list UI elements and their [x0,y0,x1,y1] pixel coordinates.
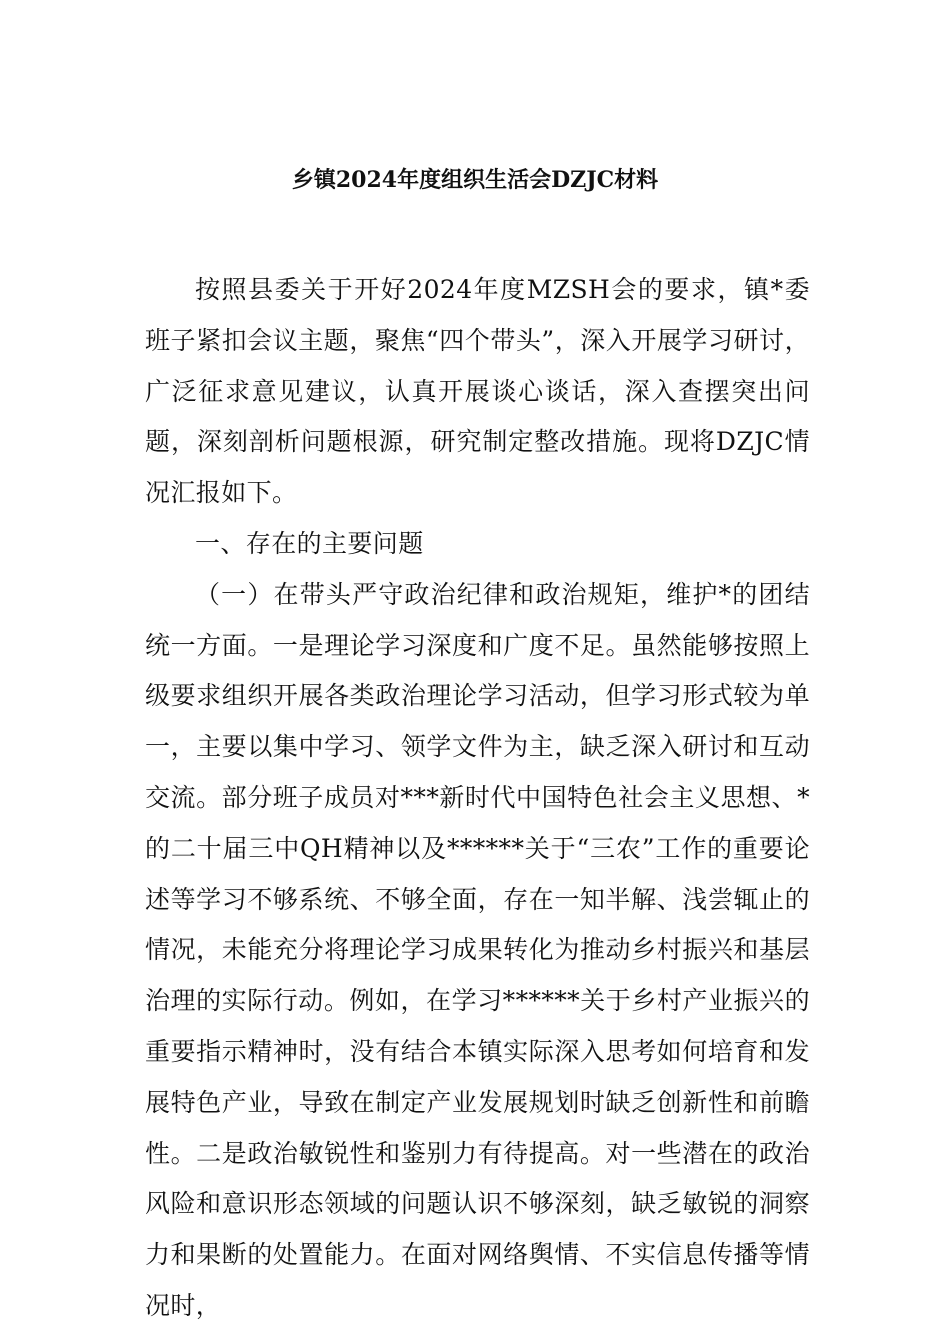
section-heading: 一、存在的主要问题 [195,528,424,558]
document-body [145,265,810,1332]
document-title: 乡镇2024年度组织生活会DZJC材料 [291,167,659,193]
intro-paragraph: 按照县委关于开好2024年度MZSH会的要求，镇*委班子紧扣会议主题，聚焦“四个带头”，深入开展学习研讨，广泛征求意见建议，认真开展谈心谈话，深入查摆突出问题，深刻剖析问题根源，研究制定整改措施。现将DZJC情况汇报如下。 [145,275,810,508]
subsection-paragraph: （一）在带头严守政治纪律和政治规矩，维护*的团结统一方面。一是理论学习深度和广度不足。虽然能够按照上级要求组织开展各类政治理论学习活动，但学习形式较为单一，主要以集中学习、领学文件为主，缺乏深入研讨和互动交流。部分班子成员对***新时代中国特色社会主义思想、*的二十届三中QH精神以及******关于“三农”工作的重要论述等学习不够系统、不够全面，存在一知半解、浅尝辄止的情况，未能充分将理论学习成果转化为推动乡村振兴和基层治理的实际行动。例如，在学习******关于乡村产业振兴的重要指示精神时，没有结合本镇实际深入思考如何培育和发展特色产业，导致在制定产业发展规划时缺乏创新性和前瞻性。二是政治敏锐性和鉴别力有待提高。对一些潜在的政治风险和意识形态领域的问题认识不够深刻，缺乏敏锐的洞察力和果断的处置能力。在面对网络舆情、不实信息传播等情况时， [145,579,810,1320]
